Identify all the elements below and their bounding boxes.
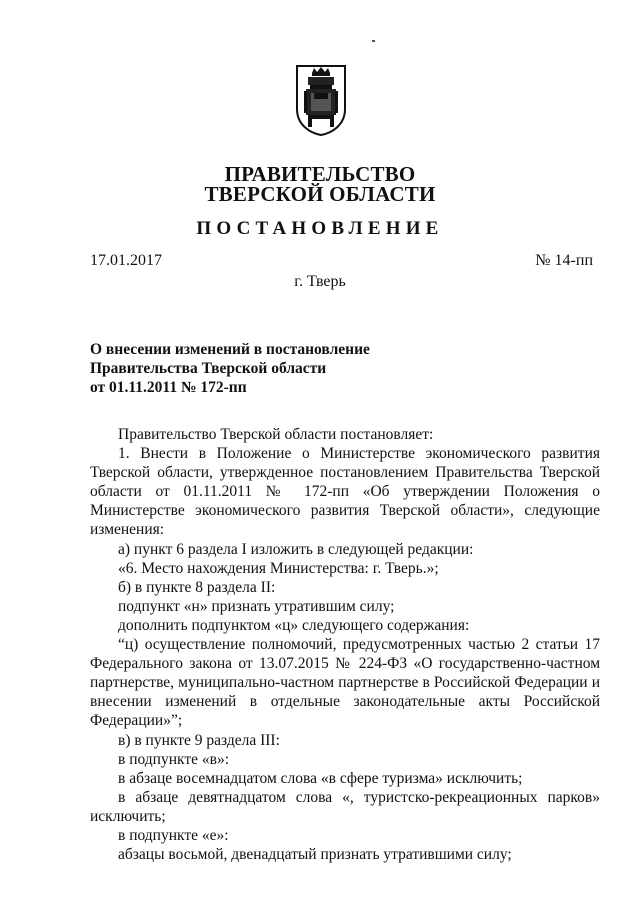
paragraph: абзацы восьмой, двенадцатый признать утратившими силу; (118, 846, 512, 864)
government-title-line1: ПРАВИТЕЛЬСТВО (224, 162, 416, 186)
document-city: г. Тверь (294, 273, 346, 290)
paragraph: 1. Внести в Положение о Министерстве экономического развития Тверской области, утвержденное постановлением Правительства Тверской области от 01.11.2011 № 172-пп «Об утверждении Положения о Министерстве экономического развития Тверской области», следующие изменения: (90, 445, 600, 539)
subject-line: от 01.11.2011 № 172-пп (90, 379, 247, 396)
paragraph: б) в пункте 8 раздела II: (118, 578, 276, 596)
paragraph: в подпункте «е»: (118, 826, 229, 844)
government-title-line2: ТВЕРСКОЙ ОБЛАСТИ (204, 182, 436, 206)
subject-line: О внесении изменений в постановление (90, 341, 370, 358)
document-subject (90, 340, 370, 397)
paragraph: подпункт «н» признать утратившим силу; (118, 597, 395, 615)
subject-line: Правительства Тверской области (90, 360, 327, 377)
paragraph: Правительство Тверской области постановляет: (118, 426, 434, 443)
paragraph: “ц) осуществление полномочий, предусмотренных частью 2 статьи 17 Федерального закона от 13.07.2015 № 224-ФЗ «О государственно-частном партнерстве, муниципально-частном партнерстве в Российской Федерации и внесении изменений в отдельные законодательные акты Российской Федерации»”; (90, 636, 600, 730)
document-type: ПОСТАНОВЛЕНИЕ (196, 218, 444, 239)
paragraph: «6. Место нахождения Министерства: г. Тверь.»; (118, 559, 439, 577)
paragraph: в) в пункте 9 раздела III: (118, 731, 280, 749)
document-number: № 14-пп (535, 252, 593, 269)
document-date: 17.01.2017 (90, 252, 162, 269)
paragraph: а) пункт 6 раздела I изложить в следующей редакции: (118, 540, 474, 558)
scan-speck (372, 40, 375, 42)
paragraph: дополнить подпунктом «ц» следующего содержания: (118, 616, 470, 634)
document-body (90, 425, 600, 864)
paragraph: в подпункте «в»: (118, 750, 229, 768)
paragraph: в абзаце восемнадцатом слова «в сфере туризма» исключить; (118, 769, 523, 787)
tver-coat-of-arms-icon (294, 63, 348, 137)
paragraph: в абзаце девятнадцатом слова «, туристско-рекреационных парков» исключить; (90, 788, 600, 825)
